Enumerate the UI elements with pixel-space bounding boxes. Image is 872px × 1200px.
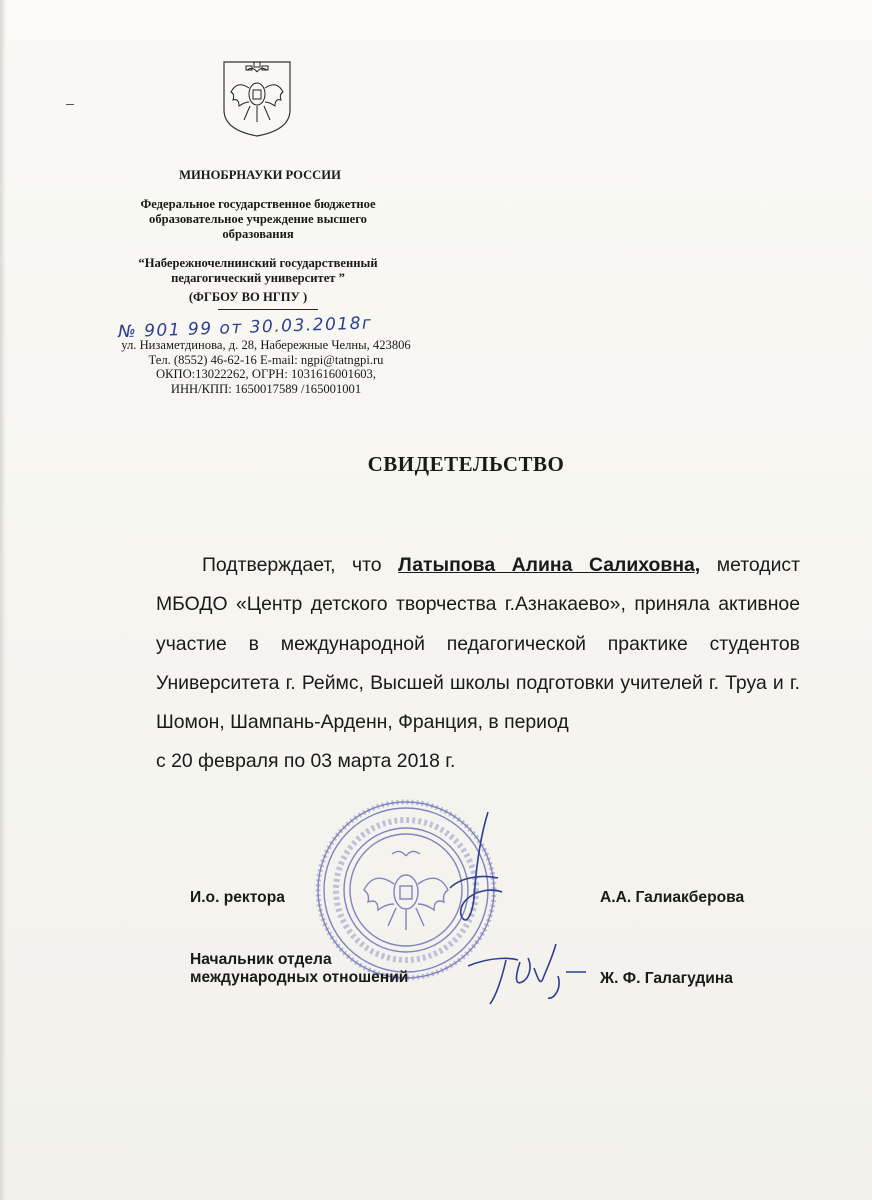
- rector-signature: [440, 808, 510, 928]
- institution-line: Федеральное государственное бюджетное: [140, 197, 376, 211]
- institution-header: [88, 168, 428, 310]
- phone-email-line: Тел. (8552) 46-62-16 E-mail: ngpi@tatngpi.ru: [148, 352, 384, 367]
- rector-position: И.о. ректора: [190, 889, 285, 906]
- scan-edge: [0, 0, 6, 1200]
- position-line: международных отношений: [190, 969, 409, 986]
- coat-of-arms-emblem: [220, 58, 294, 138]
- rector-name: А.А. Галиакберова: [600, 889, 745, 906]
- registration-rule: [218, 309, 318, 310]
- body-text-main: методист МБОДО «Центр детского творчества г.Азнакаево», приняла активное участие в международной педагогической практике студентов Университета г. Реймс, Высшей школы подготовки учителей г. Труа и г. Шомон, Шампань-Арденн, Франция, в период: [156, 554, 800, 734]
- position-line: Начальник отдела: [190, 951, 332, 968]
- ministry-name: МИНОБРНАУКИ РОССИИ: [179, 168, 341, 182]
- inn-kpp-line: ИНН/КПП: 1650017589 /165001001: [170, 381, 362, 396]
- address-line: ул. Низаметдинова, д. 28, Набережные Челны, 423806: [121, 338, 411, 352]
- title-text: СВИДЕТЕЛЬСТВО: [367, 452, 565, 476]
- institution-line: образовательное учреждение высшего: [149, 212, 367, 226]
- registration-text: № 901 99 от 30.03.2018г: [117, 313, 373, 343]
- body-text-start: Подтверждает, что: [202, 554, 399, 576]
- okpo-ogrn-line: ОКПО:13022262, ОГРН: 1031616001603,: [156, 367, 376, 381]
- certificate-body: [156, 546, 800, 782]
- department-head-name: Ж. Ф. Галагудина: [600, 970, 733, 987]
- period-line: с 20 февраля по 03 марта 2018 г.: [156, 750, 456, 773]
- head-of-department-signature: [462, 938, 592, 1008]
- stray-mark: [66, 104, 74, 105]
- university-line: педагогический университет ”: [171, 271, 345, 285]
- department-head-position: [190, 951, 408, 987]
- institution-type: [88, 197, 428, 242]
- university-line: “Набережночелнинский государственный: [138, 256, 378, 270]
- university-name: [88, 256, 428, 286]
- university-abbreviation: (ФГБОУ ВО НГПУ ): [188, 290, 308, 304]
- recipient-name: Латыпова Алина Салиховна,: [398, 554, 701, 576]
- institution-line: образования: [222, 227, 294, 241]
- contact-details: [80, 338, 452, 396]
- document-title: [0, 452, 872, 477]
